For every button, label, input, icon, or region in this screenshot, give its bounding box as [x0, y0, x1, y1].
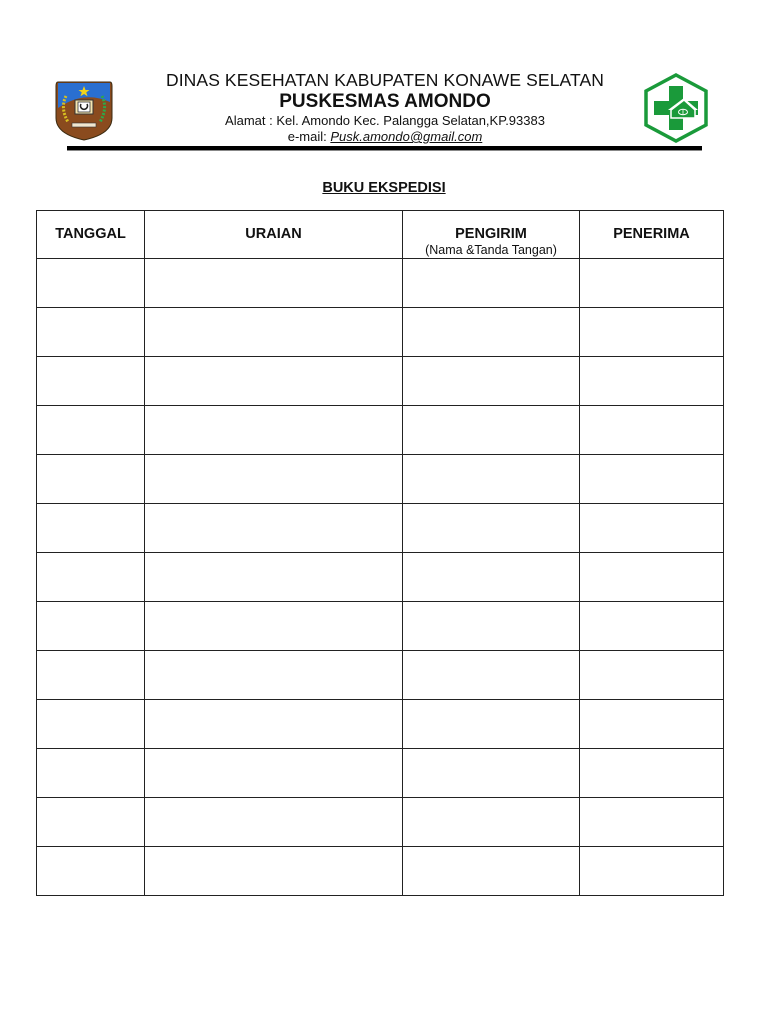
cell-tanggal[interactable]: [37, 847, 145, 896]
table-row: [37, 357, 724, 406]
cell-penerima[interactable]: [580, 749, 724, 798]
cell-tanggal[interactable]: [37, 357, 145, 406]
regency-emblem-icon: [52, 78, 116, 142]
table-row: [37, 651, 724, 700]
cell-penerima[interactable]: [580, 798, 724, 847]
cell-tanggal[interactable]: [37, 700, 145, 749]
cell-penerima[interactable]: [580, 553, 724, 602]
document-title: BUKU EKSPEDISI: [322, 180, 446, 196]
cell-pengirim[interactable]: [403, 651, 580, 700]
cell-uraian[interactable]: [145, 259, 403, 308]
column-header-uraian: URAIAN: [145, 211, 403, 259]
cell-tanggal[interactable]: [37, 308, 145, 357]
cell-tanggal[interactable]: [37, 798, 145, 847]
table-row: [37, 602, 724, 651]
cell-pengirim[interactable]: [403, 700, 580, 749]
cell-pengirim[interactable]: [403, 308, 580, 357]
email-line: [118, 129, 652, 144]
cell-uraian[interactable]: [145, 406, 403, 455]
address: Alamat : Kel. Amondo Kec. Palangga Selatan,KP.93383: [225, 113, 545, 128]
cell-penerima[interactable]: [580, 406, 724, 455]
email-link[interactable]: Pusk.amondo@gmail.com: [330, 129, 483, 144]
expedition-ledger-table: [36, 210, 724, 896]
letterhead: [0, 0, 768, 160]
table-row: [37, 553, 724, 602]
cell-uraian[interactable]: [145, 798, 403, 847]
cell-pengirim[interactable]: [403, 504, 580, 553]
cell-pengirim[interactable]: [403, 357, 580, 406]
letterhead-divider: [67, 146, 702, 150]
column-header-pengirim: PENGIRIM (Nama &Tanda Tangan): [403, 211, 580, 259]
cell-penerima[interactable]: [580, 357, 724, 406]
agency-name: DINAS KESEHATAN KABUPATEN KONAWE SELATAN: [165, 70, 605, 90]
cell-tanggal[interactable]: [37, 553, 145, 602]
cell-pengirim[interactable]: [403, 553, 580, 602]
column-header-tanggal: TANGGAL: [37, 211, 145, 259]
cell-uraian[interactable]: [145, 357, 403, 406]
table-row: [37, 700, 724, 749]
cell-penerima[interactable]: [580, 651, 724, 700]
cell-uraian[interactable]: [145, 847, 403, 896]
cell-uraian[interactable]: [145, 308, 403, 357]
cell-tanggal[interactable]: [37, 259, 145, 308]
cell-pengirim[interactable]: [403, 847, 580, 896]
cell-penerima[interactable]: [580, 504, 724, 553]
cell-tanggal[interactable]: [37, 406, 145, 455]
cell-penerima[interactable]: [580, 602, 724, 651]
cell-uraian[interactable]: [145, 455, 403, 504]
institution-name: PUSKESMAS AMONDO: [279, 91, 491, 112]
table-row: [37, 798, 724, 847]
cell-pengirim[interactable]: [403, 798, 580, 847]
table-row: [37, 504, 724, 553]
cell-pengirim[interactable]: [403, 455, 580, 504]
email-label: e-mail:: [287, 129, 331, 144]
column-subheader-pengirim: (Nama &Tanda Tangan): [425, 243, 557, 257]
table-row: [37, 308, 724, 357]
cell-penerima[interactable]: [580, 847, 724, 896]
cell-tanggal[interactable]: [37, 651, 145, 700]
cell-penerima[interactable]: [580, 455, 724, 504]
cell-penerima[interactable]: [580, 700, 724, 749]
cell-uraian[interactable]: [145, 504, 403, 553]
cell-penerima[interactable]: [580, 259, 724, 308]
table-row: [37, 847, 724, 896]
letterhead-text: [118, 70, 652, 144]
cell-tanggal[interactable]: [37, 455, 145, 504]
cell-uraian[interactable]: [145, 651, 403, 700]
cell-pengirim[interactable]: [403, 259, 580, 308]
table-row: [37, 259, 724, 308]
cell-uraian[interactable]: [145, 749, 403, 798]
table-header-row: [37, 211, 724, 259]
cell-penerima[interactable]: [580, 308, 724, 357]
cell-tanggal[interactable]: [37, 504, 145, 553]
puskesmas-logo-icon: [640, 72, 712, 144]
cell-pengirim[interactable]: [403, 602, 580, 651]
table-row: [37, 455, 724, 504]
column-header-penerima: PENERIMA: [580, 211, 724, 259]
table-row: [37, 749, 724, 798]
cell-uraian[interactable]: [145, 553, 403, 602]
cell-pengirim[interactable]: [403, 406, 580, 455]
table-row: [37, 406, 724, 455]
cell-uraian[interactable]: [145, 602, 403, 651]
cell-uraian[interactable]: [145, 700, 403, 749]
cell-tanggal[interactable]: [37, 602, 145, 651]
cell-pengirim[interactable]: [403, 749, 580, 798]
cell-tanggal[interactable]: [37, 749, 145, 798]
table-body: [37, 259, 724, 896]
